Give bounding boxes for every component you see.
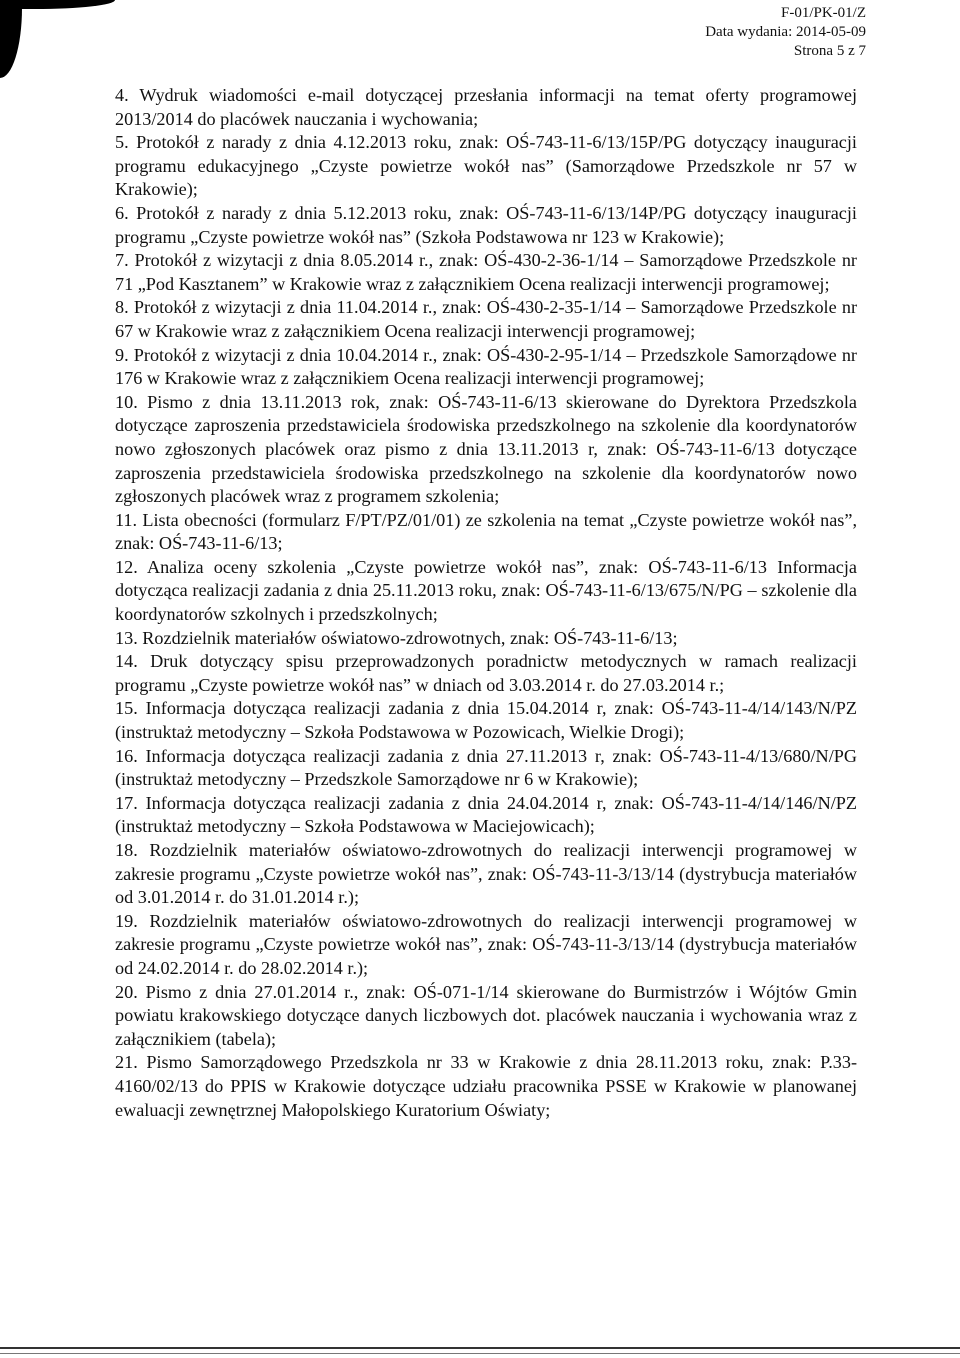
list-item-14: 14. Druk dotyczący spisu przeprowadzonych poradnictw metodycznych w ramach realizacji programu „Czyste powietrze wokół nas” w dniach od 3.03.2014 r. do 27.03.2014 r.; [115, 651, 857, 695]
list-item-4: 4. Wydruk wiadomości e-mail dotyczącej przesłania informacji na temat oferty programowej 2013/2014 do placówek nauczania i wychowania; [115, 85, 857, 129]
form-code: F-01/PK-01/Z [780, 5, 866, 21]
scan-bottom-border-thin [0, 1353, 960, 1354]
list-item-18: 18. Rozdzielnik materiałów oświatowo-zdrowotnych do realizacji interwencji programowej w zakresie programu „Czyste powietrze wokół nas”, znak: OŚ-743-11-3/13/14 (dystrybucja materiałów od 3.01.2014 r. do 31.01.2014 r.); [115, 840, 857, 908]
scan-bottom-border [0, 1347, 960, 1349]
list-item-7: 7. Protokół z wizytacji z dnia 8.05.2014 r., znak: OŚ-430-2-36-1/14 – Samorządowe Przedszkole nr 71 „Pod Kasztanem” w Krakowie wraz z załącznikiem Ocena realizacji interwencji programowej; [115, 250, 857, 294]
document-header [705, 4, 866, 61]
issue-date: Data wydania: 2014-05-09 [705, 24, 866, 40]
list-item-9: 9. Protokół z wizytacji z dnia 10.04.2014 r., znak: OŚ-430-2-95-1/14 – Przedszkole Samorządowe nr 176 w Krakowie wraz z załącznikiem Ocena realizacji interwencji programowej; [115, 344, 857, 389]
list-item-5: 5. Protokół z narady z dnia 4.12.2013 roku, znak: OŚ-743-11-6/13/15P/PG dotyczący inauguracji programu edukacyjnego „Czyste powietrze wokół nas” (Samorządowe Przedszkole nr 57 w Krakowie); [115, 132, 857, 200]
list-item-12: 12. Analiza oceny szkolenia „Czyste powietrze wokół nas”, znak: OŚ-743-11-6/13 Informacja dotycząca realizacji zadania z dnia 25.11.2013 roku, znak: OŚ-743-11-6/13/675/N/PG – szkolenie dla koordynatorów szkolnych i przedszkolnych; [115, 556, 857, 625]
list-item-21: 21. Pismo Samorządowego Przedszkola nr 33 w Krakowie z dnia 28.11.2013 roku, znak: P.33-4160/02/13 do PPIS w Krakowie dotyczące udziału pracownika PSSE w Krakowie w planowanej ewaluacji zewnętrznej Małopolskiego Kuratorium Oświaty; [115, 1052, 857, 1120]
list-item-11: 11. Lista obecności (formularz F/PT/PZ/01/01) ze szkolenia na temat „Czyste powietrze wokół nas”, znak: OŚ-743-11-6/13; [115, 509, 857, 554]
list-item-16: 16. Informacja dotycząca realizacji zadania z dnia 27.11.2013 r, znak: OŚ-743-11-4/13/680/N/PG (instruktaż metodyczny – Przedszkole Samorządowe nr 6 w Krakowie); [115, 745, 857, 790]
scan-corner-stroke [0, 0, 115, 9]
page-number: Strona 5 z 7 [793, 43, 866, 59]
list-item-15: 15. Informacja dotycząca realizacji zadania z dnia 15.04.2014 r, znak: OŚ-743-11-4/14/143/N/PZ (instruktaż metodyczny – Szkoła Podstawowa w Pozowicach, Wielkie Drogi); [115, 698, 857, 743]
list-item-6: 6. Protokół z narady z dnia 5.12.2013 roku, znak: OŚ-743-11-6/13/14P/PG dotyczący inauguracji programu „Czyste powietrze wokół nas” (Szkoła Podstawowa nr 123 w Krakowie); [115, 202, 857, 247]
list-item-13: 13. Rozdzielnik materiałów oświatowo-zdrowotnych, znak: OŚ-743-11-6/13; [115, 627, 678, 648]
list-item-20: 20. Pismo z dnia 27.01.2014 r., znak: OŚ-071-1/14 skierowane do Burmistrzów i Wójtów Gmin powiatu krakowskiego dotyczące danych liczbowych dot. placówek nauczania i wychowania wraz z załącznikiem (tabela); [115, 981, 857, 1049]
document-body [115, 84, 857, 1122]
list-item-19: 19. Rozdzielnik materiałów oświatowo-zdrowotnych do realizacji interwencji programowej w zakresie programu „Czyste powietrze wokół nas”, znak: OŚ-743-11-3/13/14 (dystrybucja materiałów od 24.02.2014 r. do 28.02.2014 r.); [115, 910, 857, 978]
list-item-10: 10. Pismo z dnia 13.11.2013 rok, znak: OŚ-743-11-6/13 skierowane do Dyrektora Przedszkola dotyczące zaproszenia przedstawiciela środowiska przedszkolnego na szkolenie dla koordynatorów nowo zgłoszonych placówek oraz pismo z dnia 13.11.2013 r, znak: OŚ-743-11-6/13 dotyczące zaproszenia przedstawiciela środowiska przedszkolnego na szkolenie dla koordynatorów nowo zgłoszonych placówek wraz z programem szkolenia; [115, 391, 857, 507]
scan-corner-mark [0, 0, 22, 78]
list-item-8: 8. Protokół z wizytacji z dnia 11.04.2014 r., znak: OŚ-430-2-35-1/14 – Samorządowe Przedszkole nr 67 w Krakowie wraz z załącznikiem Ocena realizacji interwencji programowej; [115, 297, 857, 341]
list-item-17: 17. Informacja dotycząca realizacji zadania z dnia 24.04.2014 r, znak: OŚ-743-11-4/14/146/N/PZ (instruktaż metodyczny – Szkoła Podstawowa w Maciejowicach); [115, 792, 857, 837]
